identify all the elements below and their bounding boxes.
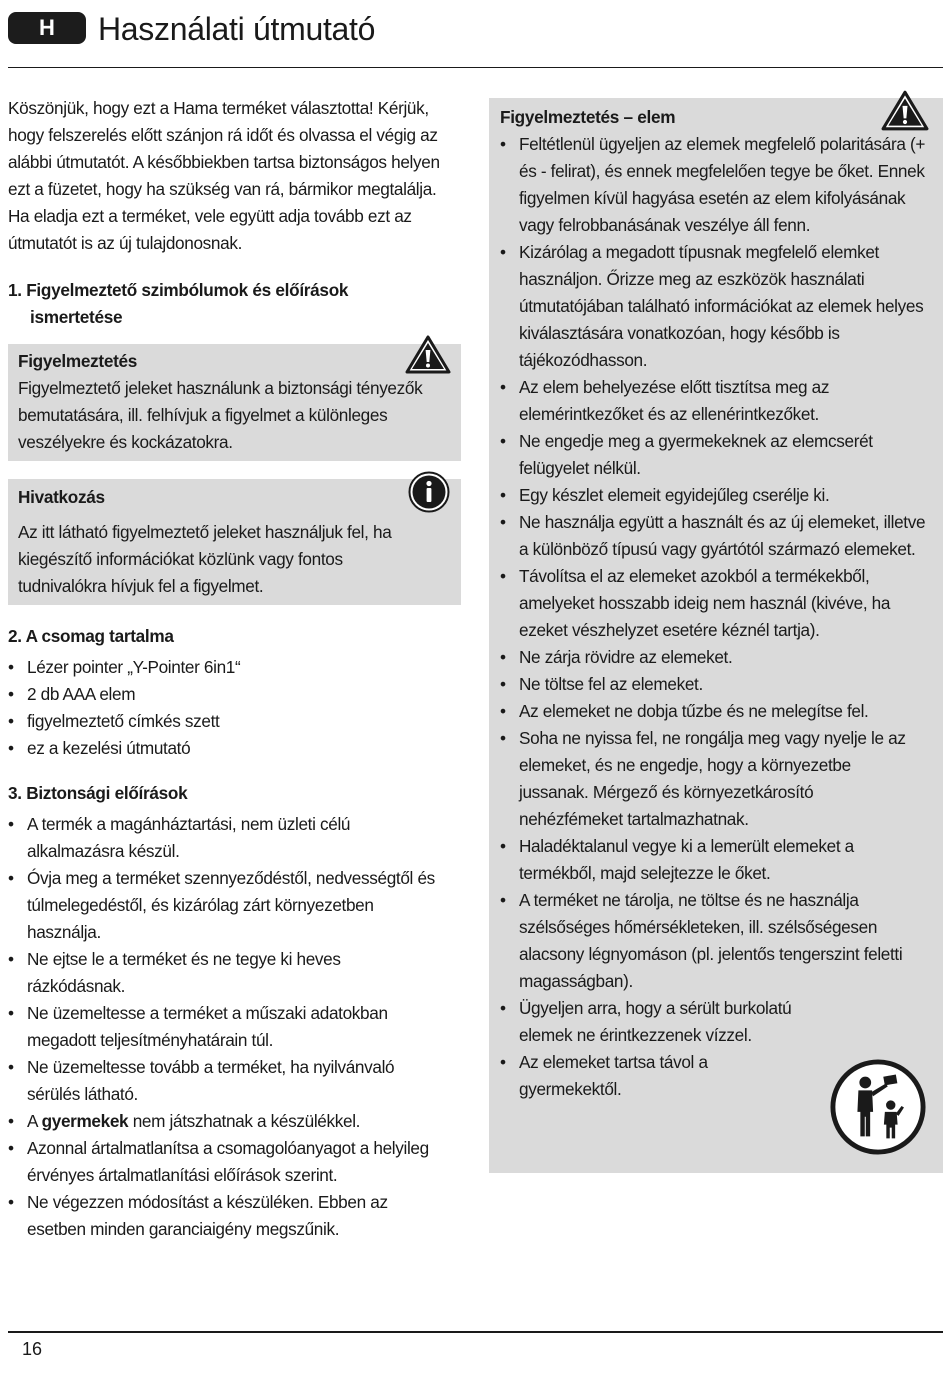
- page-title: Használati útmutató: [98, 11, 376, 47]
- list-item: • figyelmeztető címkés szett: [8, 708, 461, 735]
- intro-paragraph: Köszönjük, hogy ezt a Hama terméket választotta! Kérjük, hogy felszerelés előtt szánjon rá időt és olvassa el végig az alábbi útmutatót. A későbbiekben tartsa biztonságos helyen ezt a füzetet, hogy ha szükség van rá, bármikor megtalálja. Ha eladja ezt a terméket, vele együtt adja tovább ezt az útmutatót is az új tulajdonosnak.: [8, 98, 440, 253]
- info-circle-icon: [408, 471, 450, 513]
- list-item: • Ne használja együtt a használt és az új elemeket, illetve a különböző típusú vagy gyártótól származó elemeket.: [500, 509, 936, 563]
- list-item: • Egy készlet elemeit egyidejűleg cserélje ki.: [500, 482, 936, 509]
- battery-warning-list: [500, 131, 936, 1103]
- section3-heading: 3. Biztonsági előírások: [8, 783, 188, 803]
- list-item: • Távolítsa el az elemeket azokból a termékekből, amelyeket hosszabb ideig nem használ (kivéve, ha ezeket vészhelyzet esetére kéznél tartja).: [500, 563, 936, 644]
- list-item: • Ne üzemeltesse a terméket a műszaki adatokban megadott teljesítményhatárain túl.: [8, 1000, 448, 1054]
- warning-box-text: Figyelmeztető jeleket használunk a biztonsági tényezők bemutatására, ill. felhívjuk a figyelmet a különleges veszélyekre és kockázatokra.: [18, 378, 423, 452]
- list-item: • Ne zárja rövidre az elemeket.: [500, 644, 936, 671]
- list-item: • Soha ne nyissa fel, ne rongálja meg vagy nyelje le az elemeket, és ne engedje, hogy a környezetbe jussanak. Mérgező és környezetkárosító nehézfémeket tartalmazhatnak.: [500, 725, 936, 833]
- list-item-children: [8, 1108, 448, 1135]
- list-item: • Haladéktalanul vegye ki a lemerült elemeket a termékből, majd selejtezze le őket.: [500, 833, 936, 887]
- list-item: • Az elemeket ne dobja tűzbe és ne melegítse fel.: [500, 698, 936, 725]
- note-box-text: Az itt látható figyelmeztető jeleket használjuk fel, ha kiegészítő információkat közlünk vagy fontos tudnivalókra hívjuk fel a figyelmet.: [18, 522, 392, 596]
- list-item: • Lézer pointer „Y-Pointer 6in1“: [8, 654, 461, 681]
- list-item: • Ne töltse fel az elemeket.: [500, 671, 936, 698]
- warning-triangle-icon: [405, 334, 451, 374]
- list-item: • Azonnal ártalmatlanítsa a csomagolóanyagot a helyileg érvényes ártalmatlanítási előírások szerint.: [8, 1135, 448, 1189]
- page-header: [8, 9, 943, 53]
- list-item: • Ne ejtse le a terméket és ne tegye ki heves rázkódásnak.: [8, 946, 448, 1000]
- children-item-prefix: A: [27, 1111, 42, 1131]
- left-column: [8, 95, 461, 1243]
- list-item: • Ne végezzen módosítást a készüléken. Ebben az esetben minden garanciaigény megszűnik.: [8, 1189, 448, 1243]
- list-item: • Feltétlenül ügyeljen az elemek megfelelő polaritására (+ és - felirat), és ennek megfelelően tegye be őket. Ennek figyelmen kívül hagyása esetén az elem kifolyásának vagy felrobbanásának veszélye áll fenn.: [500, 131, 936, 239]
- header-divider: [8, 67, 943, 68]
- warning-box: [8, 344, 461, 461]
- keep-away-from-children-icon: [829, 1058, 927, 1156]
- list-item: • ez a kezelési útmutató: [8, 735, 461, 762]
- note-box-title: Hivatkozás: [18, 487, 105, 507]
- list-item: • Óvja meg a terméket szennyeződéstől, nedvességtől és túlmelegedéstől, és kizárólag zárt környezetben használja.: [8, 865, 448, 946]
- page-number: 16: [22, 1339, 43, 1359]
- children-item-suffix: nem játszhatnak a készülékkel.: [128, 1111, 361, 1131]
- list-item: • Ne engedje meg a gyermekeknek az elemcserét felügyelet nélkül.: [500, 428, 936, 482]
- list-item: • A termék a magánháztartási, nem üzleti célú alkalmazásra készül.: [8, 811, 448, 865]
- list-item: • A terméket ne tárolja, ne töltse és ne használja szélsőséges hőmérsékleteken, ill. szélsőségesen alacsony légnyomáson (pl. jelentős tengerszint feletti magasságban).: [500, 887, 936, 995]
- language-badge: H: [8, 12, 86, 44]
- list-item: • Kizárólag a megadott típusnak megfelelő elemket használjon. Őrizze meg az eszközök használati útmutatójában található információkat az elemek helyes kiválasztására vonatkozóan, hogy később is tájékozódhasson.: [500, 239, 936, 374]
- section2-heading: 2. A csomag tartalma: [8, 626, 174, 646]
- footer-divider: [8, 1331, 943, 1333]
- list-item: • Az elem behelyezése előtt tisztítsa meg az elemérintkezőket és az ellenérintkezőket.: [500, 374, 936, 428]
- list-item: • 2 db AAA elem: [8, 681, 461, 708]
- children-item-bold: gyermekek: [41, 1111, 129, 1131]
- battery-box-title: Figyelmeztetés – elem: [500, 107, 676, 127]
- list-item: • Ügyeljen arra, hogy a sérült burkolatú elemek ne érintkezzenek vízzel.: [500, 995, 936, 1049]
- package-contents-list: [8, 654, 461, 762]
- list-item: • Az elemeket tartsa távol a gyermekektől.: [500, 1049, 936, 1103]
- warning-box-title: Figyelmeztetés: [18, 351, 138, 371]
- section1-heading: 1. Figyelmeztető szimbólumok és előírások ismertetése: [8, 280, 349, 327]
- battery-warning-box: [489, 98, 943, 1173]
- safety-list: [8, 811, 448, 1243]
- warning-triangle-icon: [881, 89, 929, 131]
- note-box: [8, 479, 461, 605]
- list-item: • Ne üzemeltesse tovább a terméket, ha nyilvánvaló sérülés látható.: [8, 1054, 448, 1108]
